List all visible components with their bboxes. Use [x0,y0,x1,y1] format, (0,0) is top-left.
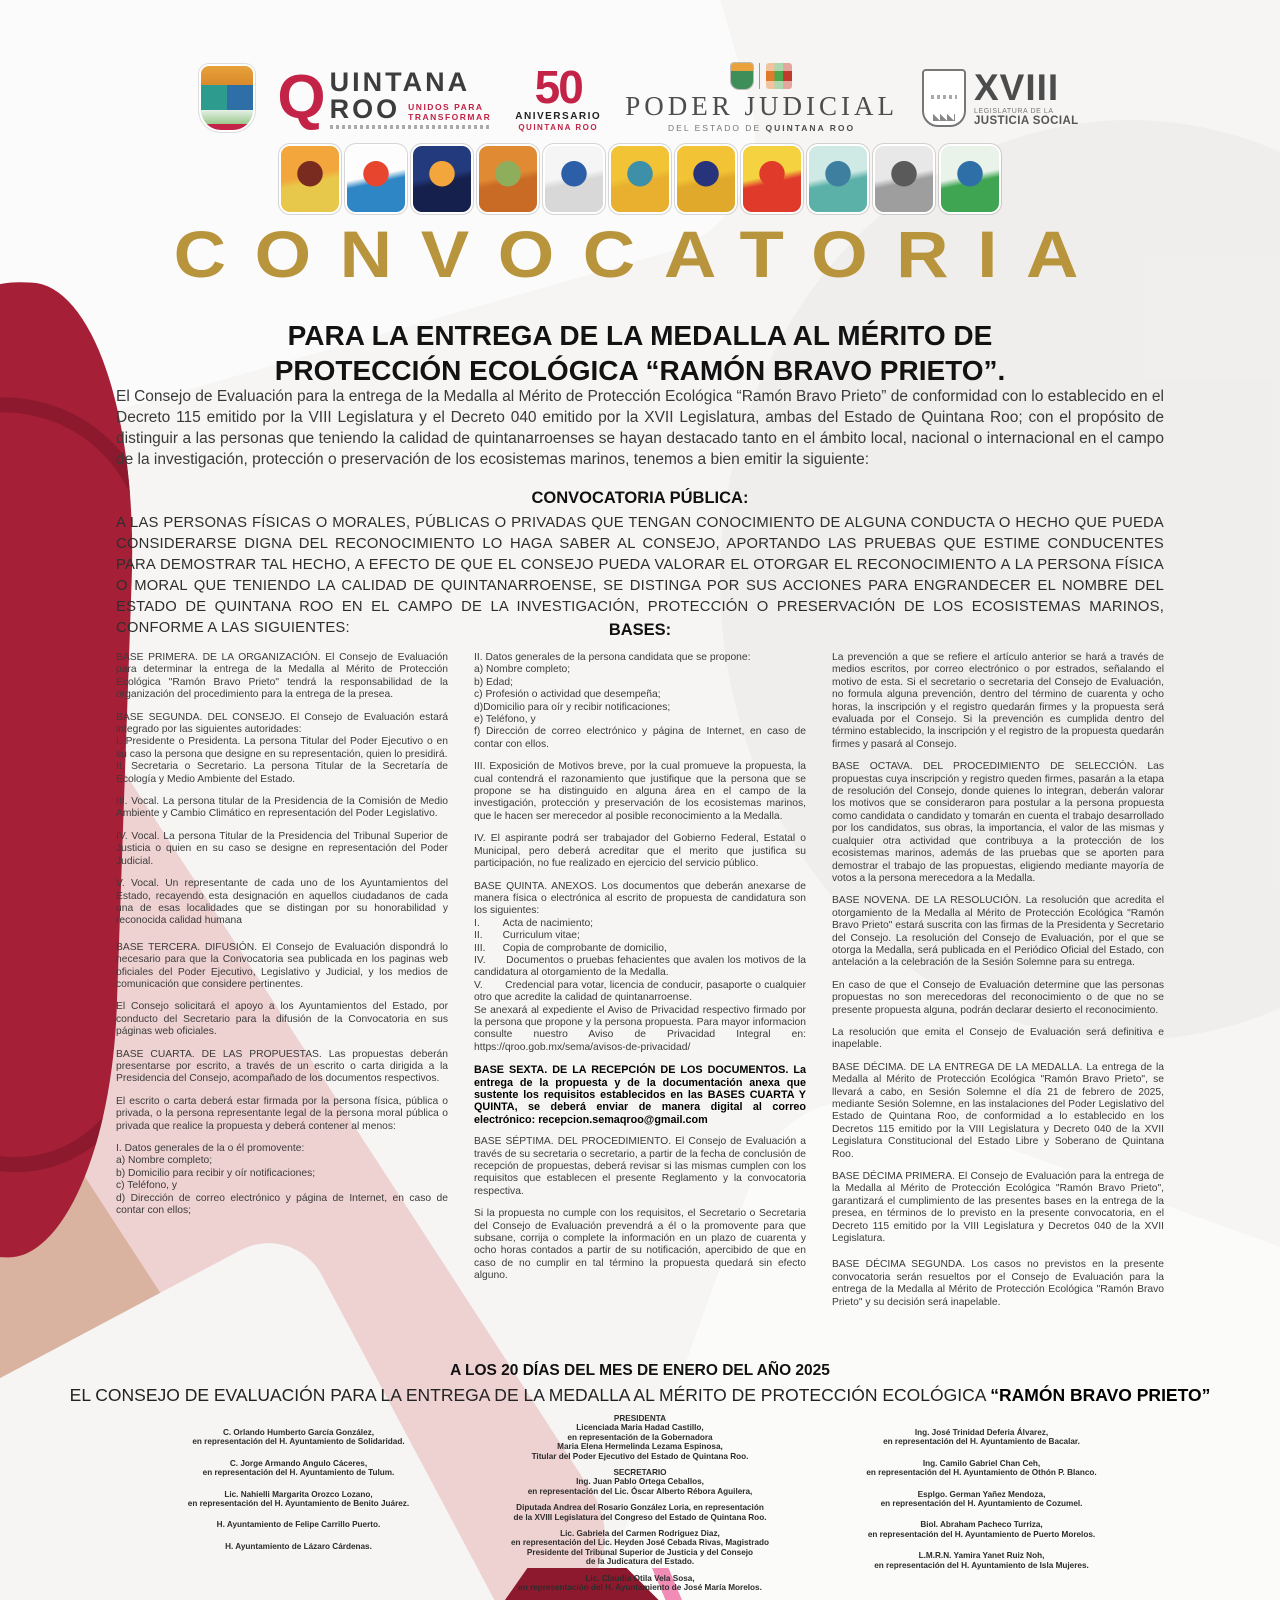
signatures-center-column [447,1414,833,1600]
coat-bottom-band [201,110,253,124]
municipal-seal-icon [809,146,867,212]
municipal-seal-icon [677,146,735,212]
poder-judicial-subtitle [668,123,855,133]
poder-judicial-subtitle-prefix: DEL ESTADO DE [668,123,766,133]
body-paragraph: III. Vocal. La persona titular de la Presidencia de la Comisión de Medio Ambiente y Cambio Climático en representación del Poder Legislativo. [116,796,448,820]
signature-block: Esplgo. German Yañez Mendoza, en representación del H. Ayuntamiento de Cozumel. [880,1489,1083,1509]
quintana-roo-coat-of-arms-icon [201,66,253,130]
bases-column-2 [474,652,806,1319]
body-paragraph: BASE PRIMERA. DE LA ORGANIZACIÓN. El Consejo de Evaluación para determinar la entrega de la Medalla al Mérito de Protección Ecológica "Ramón Bravo Prieto" tendrá la responsabilidad de la organización del procedimiento para la entrega de la presea. [116,652,448,701]
body-paragraph: En caso de que el Consejo de Evaluación determine que las personas propuestas no son merecedoras del reconocimiento o de que no se presente propuesta alguna, podrán declarar desierto el reconocimiento. [832,979,1164,1016]
municipal-seals-row [0,146,1280,212]
body-paragraph: El Consejo solicitará el apoyo a los Ayuntamientos del Estado, por conducto del Secretario para la difusión de la Convocatoria en sus páginas web oficiales. [116,1001,448,1038]
body-paragraph: La resolución que emita el Consejo de Evaluación será definitiva e inapelable. [832,1026,1164,1051]
signature-block: Lic. Nahielli Margarita Orozco Lozano, en representación del H. Ayuntamiento de Benito Juárez. [187,1489,410,1509]
shield-triangles [933,113,955,121]
municipal-seal-icon [875,146,933,212]
xviii-legislatura-logo [922,66,1079,128]
poder-judicial-logo [625,63,898,133]
signature-block: SECRETARIO Ing. Juan Pablo Ortega Ceballos, en representación del Lic. Óscar Alberto Rébora Aguilera, [527,1468,753,1496]
document-title [0,216,1280,292]
signature-block: C. Jorge Armando Angulo Cáceres, en representación del H. Ayuntamiento de Tulum. [202,1458,395,1478]
municipal-seal-icon [611,146,669,212]
coat-left-quadrant [201,85,227,110]
logo-tagline-line2: TRANSFORMAR [408,111,492,122]
logo-text-stack [330,68,492,129]
aniversario-quintana-roo-text: QUINTANA ROO [518,123,599,132]
coat-caption-bar [201,124,253,130]
municipal-seal-icon [743,146,801,212]
logo-tagline [408,102,491,122]
signatures-left-column [150,1414,447,1600]
coat-sun-band [201,66,253,85]
signature-block: Diputada Andrea del Rosario González Loria, en representación de la XVIII Legislatura del Congreso del Estado de Quintana Roo. [513,1503,767,1522]
signature-block: L.M.R.N. Yamira Yanet Ruiz Noh, en representación del H. Ayuntamiento de Isla Mujeres. [874,1551,1089,1570]
signatures-right-column [833,1414,1130,1600]
50-number: 50 [534,61,582,113]
intro-paragraph: El Consejo de Evaluación para la entrega de la Medalla al Mérito de Protección Ecológica “Ramón Bravo Prieto” de conformidad con lo establecido en el Decreto 115 emitido por la VIII Legislatura y el Decreto 040 emitido por la XVII Legislatura, ambas del Estado de Quintana Roo; con el propósito de distinguir a las personas que teniendo la calidad de quintanarroenses se hayan destacado tanto en el ámbito local, nacional o internacional en el campo de la investigación, protección o preservación de los ecosistemas marinos, tenemos a bien emitir la siguiente: [116,388,1164,468]
logo-roo-text: ROO [329,93,401,124]
logo-bottom-row [329,93,492,124]
subtitle-line1: PARA LA ENTREGA DE LA MEDALLA AL MÉRITO DE [287,320,993,351]
poder-judicial-title: PODER JUDICIAL [625,91,898,121]
aniversario-text: ANIVERSARIO [515,111,602,122]
subtitle-line2: PROTECCIÓN ECOLÓGICA “RAMÓN BRAVO PRIETO”. [274,355,1006,386]
logo-uintana-text: UINTANA [329,66,471,97]
legislatura-shield-icon [922,69,966,127]
coat-quadrants [201,85,253,110]
coat-right-quadrant [227,85,253,110]
body-paragraph: La prevención a que se refiere el artículo anterior se hará a través de medios escritos, por correo electrónico o por estrados, señalando el motivo de esta. Si el secretario o secretaria del Consejo de Evaluación, no formula alguna prevención, dentro del término de cuarenta y ocho horas, la inscripción y el registro quedarán firmes y la propuesta será evaluada por el Consejo. Si la prevención es cumplida dentro del término establecido, la inscripción y el registro de la propuesta quedarán firmes y pasará al Consejo. [832,652,1164,750]
body-paragraph: II. Datos generales de la persona candidata que se propone: a) Nombre completo; b) Edad; c) Profesión o actividad que desempeña; d)Domicilio para oír y recibir notificaciones; e) Teléfono, y f) Dirección de correo electrónico y página de Internet, en caso de contar con ellos. [474,652,806,750]
poder-judicial-subtitle-bold: QUINTANA ROO [765,123,856,133]
municipal-seal-icon [479,146,537,212]
quintana-roo-logo [277,63,492,132]
body-paragraph: BASE DÉCIMA SEGUNDA. Los casos no previstos en la presente convocatoria serán resueltos por el Consejo de Evaluación para la entrega de la Medalla al Mérito de Protección Ecológica "Ramón Bravo Prieto" y su decisión será inapelable. [832,1259,1164,1308]
logo-q-letter: Q [277,63,326,132]
document-subtitle [0,318,1280,388]
council-line [0,1385,1280,1406]
poder-judicial-shield-icon [731,63,753,89]
bases-columns [116,652,1164,1319]
body-paragraph: BASE TERCERA. DIFUSIÓN. El Consejo de Evaluación dispondrá lo necesario para que la Convocatoria sea publicada en los paginas web oficiales del Poder Ejecutivo, Legislativo y Judicial, y los medios de comunicación que considere pertinentes. [116,941,448,990]
bases-column-1 [116,652,448,1319]
header-logos-row [0,56,1280,140]
body-paragraph: IV. Vocal. La persona Titular de la Presidencia del Tribunal Superior de Justicia o quien en su caso se designe en representación del Poder Judicial. [116,830,448,867]
municipal-seal-icon [413,146,471,212]
body-paragraph: BASE QUINTA. ANEXOS. Los documentos que deberán anexarse de manera física o electrónica al escrito de propuesta de candidatura son los siguientes: I. Acta de nacimiento; II. Curriculum vitae; III. Copia de comprobante de domicilio, IV. Documentos o pruebas fehacientes que avalen los motivos de la candidatura al otorgamiento de la Medalla. V. Credencial para votar, licencia de conducir, pasaporte o cualquier otro que acredite la calidad de quintanarroense. Se anexará al expediente el Aviso de Privacidad respectivo firmado por la persona que propone y la persona propuesta. Para mayor informacion consulte nuestro Aviso de Privacidad Integral en: https://qroo.gob.mx/sema/avisos-de-privacidad/ [474,880,806,1053]
date-line: A LOS 20 DÍAS DEL MES DE ENERO DEL AÑO 2025 [450,1362,830,1379]
body-paragraph: BASE DÉCIMA. DE LA ENTREGA DE LA MEDALLA. La entrega de la Medalla al Mérito de Protección Ecológica "Ramón Bravo Prieto", se llevará a cabo, en Sesión Solemne el día 21 de febrero de 2025, mediante Sesión Solemne, en las instalaciones del Poder Legislativo del Estado de Quintana Roo, de conformidad a lo establecido en los Decretos 115 emitido por la VIII Legislatura y Decreto 040 de la XVII Legislatura Constitucional del Estado Libre y Soberano de Quintana Roo. [832,1061,1164,1160]
body-paragraph: BASE SÉPTIMA. DEL PROCEDIMIENTO. El Consejo de Evaluación a través de su secretaria o secretario, a partir de la fecha de conclusión de recepción de propuestas, deberá revisar si las mismas cumplen con los requisitos que establecen el presente Reglamento y la convocatoria respectiva. [474,1136,806,1197]
municipal-seal-icon [545,146,603,212]
legislatura-line1: LEGISLATURA DE LA [973,107,1054,115]
shield-small-print [931,95,957,99]
municipal-seal-icon [281,146,339,212]
bases-column-3 [832,652,1164,1319]
signature-block: Lic. Gabriela del Carmen Rodriguez Diaz, en representación del Lic. Heyden José Cebada Rivas, Magistrado Presidente del Tribunal Superior de Justicia y del Consejo de la Judicatura del Estado. [511,1529,769,1567]
municipal-seal-icon [941,146,999,212]
legislatura-text-stack [973,66,1079,128]
body-paragraph: BASE CUARTA. DE LAS PROPUESTAS. Las propuestas deberán presentarse por escrito, a través de un escrito o carta dirigida a la Presidencia del Consejo, acompañado de los documentos respectivos. [116,1048,448,1085]
poder-judicial-emblems [731,63,792,89]
legislatura-number: XVIII [973,66,1060,108]
legislatura-line2: JUSTICIA SOCIAL [973,114,1079,127]
body-paragraph: I. Datos generales de la o él promovente: a) Nombre completo; b) Domicilio para recibir y oír notificaciones; c) Teléfono, y d) Dirección de correo electrónico y página de Internet, en caso de contar con ellos; [116,1143,448,1217]
body-paragraph: BASE OCTAVA. DEL PROCEDIMIENTO DE SELECCIÓN. Las propuestas cuya inscripción y registro queden firmes, pasarán a la etapa de resolución del Consejo, donde quienes lo integran, deberán valorar los motivos que se consideraron para postular a la persona propuesta como candidata o candidato y tomarán en cuenta el trabajo desarrollado por los candidatos, sus obras, la importancia, el valor de las mismas y cualquier otra actividad que contribuya a la protección de los ecosistemas marinos, además de las pruebas que se aporten para demostrar el trabajo de las propuestas, eligiendo mediante mayoría de votos a la persona merecedora a la Medalla. [832,761,1164,884]
public-call-paragraph: A LAS PERSONAS FÍSICAS O MORALES, PÚBLICAS O PRIVADAS QUE TENGAN CONOCIMIENTO DE ALGUNA CONDUCTA O HECHO QUE PUEDA CONSIDERARSE DIGNA DEL RECONOCIMIENTO LO HAGA SABER AL CONSEJO, APORTANDO LAS PRUEBAS QUE ESTIME CONDUCENTES PARA DEMOSTRAR TAL HECHO, A EFECTO DE QUE EL CONSEJO PUEDA VALORAR EL OTORGAR EL RECONOCIMIENTO A LA PERSONA FÍSICA O MORAL QUE TENIENDO LA CALIDAD DE QUINTANARROENSE, SE DISTINGA POR SUS ACCIONES PARA ENGRANDECER EL NOMBRE DEL ESTADO DE QUINTANA ROO EN EL CAMPO DE LA INVESTIGACIÓN, PROTECCIÓN O PRESERVACIÓN DE LOS ECOSISTEMAS MARINOS, CONFORME A LAS SIGUIENTES: [116,515,1164,636]
signature-block: H. Ayuntamiento de Felipe Carrillo Puerto. [216,1520,381,1530]
public-call-heading: CONVOCATORIA PÚBLICA: [531,489,749,507]
body-paragraph: IV. El aspirante podrá ser trabajador del Gobierno Federal, Estatal o Municipal, pero deberá acreditar que el merito que justifica su participación, no fue realizado en ejercicio del servicio público. [474,833,806,870]
50-aniversario-logo [515,61,602,132]
body-paragraph: BASE SEXTA. DE LA RECEPCIÓN DE LOS DOCUMENTOS. La entrega de la propuesta y de la documentación anexa que sustente los requisitos establecidos en las BASES CUARTA Y QUINTA, se deberá enviar de manera digital al correo electrónico: recepcion.semaqroo@gmail.com [474,1064,806,1126]
document-title-text: CONVOCATORIA [173,217,1107,291]
body-paragraph: BASE SEGUNDA. DEL CONSEJO. El Consejo de Evaluación estará integrado por las siguientes autoridades: I. Presidente o Presidenta. La persona Titular del Poder Ejecutivo o en su caso la persona que designe en su representación, quien lo presidirá. II. Secretaria o Secretario. La persona Titular de la Secretaría de Ecología y Medio Ambiente del Estado. [116,711,448,785]
body-paragraph: III. Exposición de Motivos breve, por la cual promueve la propuesta, la cual contendrá el razonamiento que justifique que la persona que se propone se ha distinguido en alguna área en el campo de la investigación, protección y preservación de los ecosistemas marinos, que le hacen ser merecedor al posible reconocimiento a la Medalla. [474,761,806,822]
bases-heading: BASES: [608,621,672,639]
body-paragraph: El escrito o carta deberá estar firmada por la persona física, pública o privada, o la persona representante legal de la persona moral pública o privada que realice la propuesta y deberá contener al menos: [116,1095,448,1132]
signature-block: Ing. Camilo Gabriel Chan Ceh, en representación del H. Ayuntamiento de Othón P. Blanco. [866,1458,1097,1478]
body-paragraph: V. Vocal. Un representante de cada uno de los Ayuntamientos del Estado, recayendo esta designación en aquellos ciudadanos de cada una de esas localidades que se distingan por su honorabilidad y reconocida calidad humana [116,878,448,927]
municipal-seal-icon [347,146,405,212]
signatures-section [150,1414,1130,1600]
poder-judicial-glyph-icon [766,63,792,89]
logo-small-print [330,125,492,129]
council-line-medal-name: “RAMÓN BRAVO PRIETO” [990,1385,1211,1405]
body-paragraph: BASE NOVENA. DE LA RESOLUCIÓN. La resolución que acredita el otorgamiento de la Medalla al Mérito de Protección Ecológica "Ramón Bravo Prieto" estará suscrita con las firmas de la Presidenta y Secretario del Consejo. La resolución del Consejo de Evaluación, por el que se otorga la Medalla, será publicada en el Periódico Oficial del Estado, con antelación a la celebración de la Sesión Solemne para su entrega. [832,895,1164,969]
signature-block: H. Ayuntamiento de Lázaro Cárdenas. [225,1541,372,1551]
signature-block: Biol. Abraham Pacheco Turriza, en representación del H. Ayuntamiento de Puerto Morelos. [867,1520,1096,1539]
emblem-divider [759,63,760,89]
signature-block: PRESIDENTA Licenciada Maria Hadad Castillo, en representación de la Gobernadora Maria Elena Hermelinda Lezama Espinosa, Titular del Poder Ejecutivo del Estado de Quintana Roo. [531,1414,749,1461]
signature-block: Ing. José Trinidad Deferia Álvarez, en representación del H. Ayuntamiento de Bacalar. [883,1428,1080,1447]
signature-block: Lic. Claudia Otila Vela Sosa, en representación del H. Ayuntamiento de José María Morelos. [518,1573,762,1593]
signature-block: C. Orlando Humberto García González, en representación del H. Ayuntamiento de Solidaridad. [192,1428,405,1447]
council-line-regular: EL CONSEJO DE EVALUACIÓN PARA LA ENTREGA DE LA MEDALLA AL MÉRITO DE PROTECCIÓN ECOLÓGICA [69,1385,991,1405]
body-paragraph: Si la propuesta no cumple con los requisitos, el Secretario o Secretaria del Consejo de Evaluación prevendrá a él o la promovente para que subsane, corrija o complete la información en un plazo de cuarenta y ocho horas contados a partir de su notificación, apercibido de que en caso de no cumplir en tal término la propuesta quedará sin efecto alguno. [474,1208,806,1282]
body-paragraph: BASE DÉCIMA PRIMERA. El Consejo de Evaluación para la entrega de la Medalla al Mérito de Protección Ecológica "Ramón Bravo Prieto", garantizará el cumplimiento de las presentes bases en la entrega de la presea, en términos de lo previsto en la presente convocatoria, en el Decreto 115 emitido por la VIII Legislatura y Decretos 040 de la XVII Legislatura. [832,1171,1164,1245]
logo-tagline-line1: UNIDOS PARA [408,101,484,112]
